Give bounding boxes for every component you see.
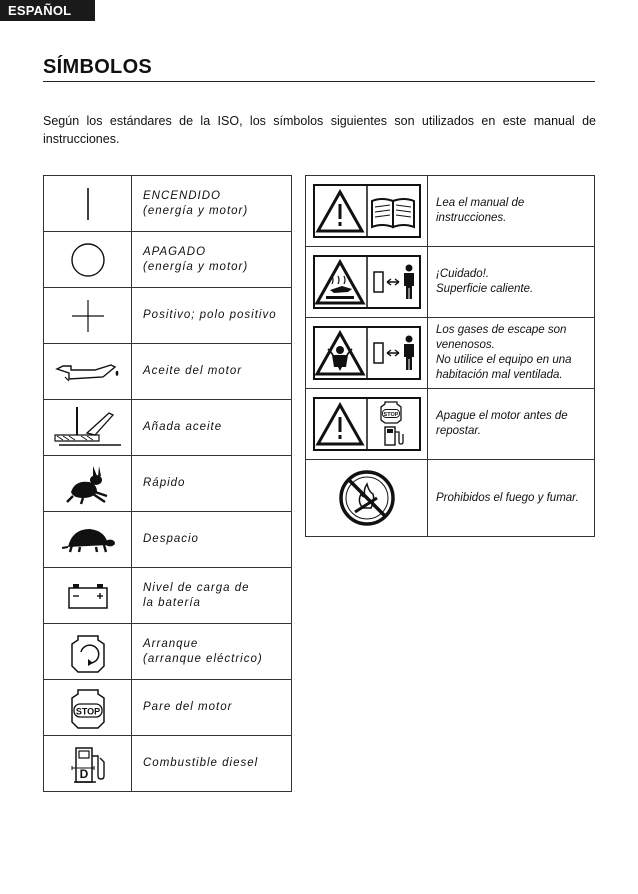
- language-tab: ESPAÑOL: [0, 0, 95, 21]
- table-row: [306, 318, 595, 389]
- symbol-label: Combustible diesel: [143, 757, 259, 769]
- engine-start-icon: [64, 628, 112, 676]
- turtle-icon: [60, 525, 116, 555]
- symbol-label: Lea el manual de: [436, 197, 525, 209]
- symbol-label: Pare del motor: [143, 701, 233, 713]
- table-row: [306, 389, 595, 460]
- table-row: [44, 624, 292, 680]
- symbol-label-sub: habitación mal ventilada.: [436, 369, 563, 381]
- symbol-label: Apague el motor antes de: [436, 410, 568, 422]
- table-row: [44, 456, 292, 512]
- symbol-label: Despacio: [143, 533, 199, 545]
- table-row: [44, 288, 292, 344]
- svg-text:D: D: [79, 766, 88, 781]
- svg-text:STOP: STOP: [75, 706, 100, 716]
- table-row: [44, 344, 292, 400]
- on-line-icon: [68, 184, 108, 224]
- off-circle-icon: [68, 240, 108, 280]
- symbol-label-sub: repostar.: [436, 425, 481, 437]
- table-row: [306, 247, 595, 318]
- symbol-label: Aceite del motor: [143, 365, 243, 377]
- table-row: [306, 176, 595, 247]
- symbol-label-sub: (energía y motor): [143, 260, 249, 273]
- intro-paragraph: Según los estándares de la ISO, los símbolos siguientes son utilizados en este manual de instrucciones.: [43, 114, 596, 146]
- oil-can-icon: [53, 357, 123, 387]
- symbols-table-left: [43, 175, 292, 792]
- title-divider: [43, 81, 595, 82]
- no-fire-smoking-icon: [337, 468, 397, 528]
- symbol-label: APAGADO: [143, 245, 207, 258]
- add-oil-icon: [51, 405, 125, 451]
- table-row: [44, 400, 292, 456]
- symbol-label: Prohibidos el fuego y fumar.: [436, 491, 579, 504]
- symbol-label: Añada aceite: [143, 421, 223, 433]
- symbol-label-sub: la batería: [143, 596, 201, 609]
- symbol-label-sub: instrucciones.: [436, 212, 507, 224]
- svg-text:STOP: STOP: [383, 412, 398, 418]
- symbol-label: Positivo; polo positivo: [143, 309, 277, 321]
- warning-read-manual-icon: [312, 183, 422, 239]
- symbol-label-sub: Superficie caliente.: [436, 283, 534, 295]
- table-row: [44, 232, 292, 288]
- engine-stop-icon: [64, 684, 112, 732]
- warning-exhaust-gas-icon: [312, 325, 422, 381]
- symbol-label: Nivel de carga de: [143, 581, 250, 594]
- symbol-label: Rápido: [143, 477, 186, 489]
- warning-stop-refuel-icon: [312, 396, 422, 452]
- diesel-pump-icon: [66, 742, 110, 786]
- symbol-label-sub: No utilice el equipo en una: [436, 354, 572, 366]
- table-row: [306, 460, 595, 537]
- symbol-label: ENCENDIDO: [143, 189, 222, 202]
- symbol-label: Arranque: [143, 637, 199, 650]
- table-row: [44, 176, 292, 232]
- symbol-label: Los gases de escape son: [436, 324, 567, 336]
- table-row: [44, 680, 292, 736]
- rabbit-icon: [63, 462, 113, 506]
- symbol-label-sub: (arranque eléctrico): [143, 652, 263, 665]
- table-row: [44, 568, 292, 624]
- symbol-label: ¡Cuidado!.: [436, 268, 490, 280]
- warning-hot-surface-icon: [312, 254, 422, 310]
- symbols-table-right: [305, 175, 595, 537]
- table-row: [44, 736, 292, 792]
- table-row: [44, 512, 292, 568]
- battery-icon: [65, 580, 111, 612]
- symbol-label-sub: venenosos.: [436, 339, 495, 351]
- plus-icon: [68, 296, 108, 336]
- symbol-label-sub: (energía y motor): [143, 204, 249, 217]
- page-title: SÍMBOLOS: [43, 56, 153, 78]
